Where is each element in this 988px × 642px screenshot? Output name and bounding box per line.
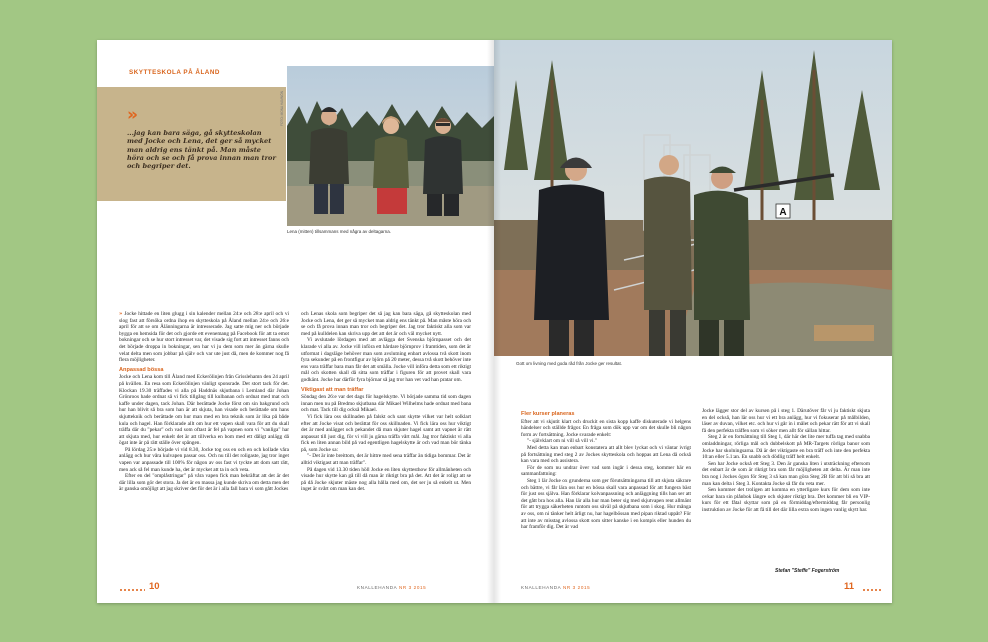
text: "- självklart om ni vill så vill vi."	[527, 438, 597, 445]
text: Steg 2 är en fortsättning till Steg 1, där här det lite mer tuffa tag med snabba omladdningar, rörliga mål och dubbelskott på MR-Targets rörliga banor som Jocke har skolningsarna. Då är det viktigaste en bra träff och inte den perfekta 10:an eller 5.1:an. En snabb och dödlig träff helt enkelt.	[702, 434, 870, 461]
right-page	[494, 40, 892, 603]
text: Steg 1 lär Jocke ox grunderna som ger förutsättningarna till att skjuta säkrare och bättre, vi får lära oss hur en bössa skall vara anpassad för att fungera bäst för just oss själva. Han förklarar kolvanpassning och anläggning tills han ser att det gått bra hos alla. Han lär alla hur man beter sig med skjutvapen rent allmänt för att trygga säkerheten runtom oss såväl på skjutbana som i skog. Hur många av oss, om ni tänker helt ärligt nu, har hagelbössan med pipan riktad uppåt? För att inte av misstag avlossa skott som sitter kanske i en kompis eller hunden du har framför dig. Det är vad	[521, 477, 691, 531]
text: På lördag 25:e började vi vid 8.30, Jocke tog oss en och en och kollade våra anlägg och hur våra kulvapen passar oss. Och nu till det roligaste, jag tror inget vapen var anpassade till 100% för någon av oss fast vi tyckte att dom satt rätt, men ack så fel man kunde ha, det är mycket att ta in och veta.	[119, 446, 289, 473]
body-paragraph	[119, 447, 289, 473]
footer-dots-left	[119, 589, 145, 591]
text: Fler kurser planeras	[521, 411, 575, 417]
body-paragraph	[702, 434, 870, 460]
magazine-spread	[97, 40, 892, 603]
subheading	[301, 387, 471, 394]
text: och Lenas skola som begriper det så jag kan bara säga, gå skytteskolan med Jocke och Lena, det ger så mycket man aldrig ens tänkt på. Man måste höra och se och få prova innan man tror och begriper det. Jag tror faktiskt alla som var med på kulldelen kan skriva upp det att det är och väl mycket nytt.	[301, 311, 471, 337]
body-paragraph	[521, 445, 691, 465]
magazine-name: KNALLEHANDA	[357, 585, 398, 590]
text: Sen kommer det troligen att komma en ytterligare kurs för dem som inte ovkar bara sin plånbok längre och skjuter riktigt bra. Det kommer bli en VIP-kurs för ett fåtal skyttar som på en förmiddag/eftermiddag får personlig instruktion av Jocke för att få till det där lilla extra som ingen vanlig skytt har.	[702, 487, 870, 513]
text: Viktigast att man träffar	[301, 386, 364, 393]
pull-quote-text: ...jag kan bara säga, gå skytteskolan med Jocke och Lena, det ger så mycket man aldrig ens tänkt på. Man måste höra och se och få prova innan man tror och begriper det.	[127, 129, 276, 171]
section-label: SKYTTESKOLA PÅ ÅLAND	[129, 69, 220, 76]
text: Vi fick lära oss skillnaden på falskt och sant skytte vilket var helt solklart efter att Jocke visat och berättat för oss skillnaden. Vi fick lära oss hur viktigt det är med anlägget och pekandet då man skjuter hagel samt att vapnet är rätt anpassat till just dig, för vi vill ju gärna träffa vårt mål. Jag tror faktiskt vi alla fick en liten annan bild på vad egentligen hagelskytte är och vad man bör tänka på, som Jocke sa:	[301, 413, 471, 453]
photo2-caption: Gott om livning med goda råd från Jocke ger resultat.	[516, 361, 623, 366]
photo-credit: FOTO: MONA HAMNÖN	[280, 90, 284, 126]
issue-number: NR 3 2015	[398, 585, 427, 590]
body-paragraph	[301, 394, 471, 414]
magazine-footer-left	[357, 585, 426, 590]
right-column-2	[702, 408, 870, 514]
text: Jocke lägger stor del av kursen på i steg 1. Därutöver får vi ju faktiskt skjuta en del också, han lär oss hur vi ett bra anlägg, hur vi fokuserar på målbilden, läser av duvan, vilket etc. och hur vi går in i målet och pekar rätt för att vi skall få den perfekta träffen som vi söker men allt för sällan hittar.	[702, 408, 870, 434]
right-column-1	[521, 408, 691, 531]
body-paragraph	[702, 408, 870, 434]
page-number-right: 11	[844, 581, 855, 592]
body-paragraph	[301, 453, 471, 466]
text: Söndag den 26:e var det dags för hagelskytte. Vi började samma tid som dagen innan men nu på Bredmo skjutbana där Mikael Wilhelms hade ordnat med bana och mat. Tack till dig också Mikael.	[301, 394, 471, 414]
text: Vi avslutade lördagen med att avlägga det Svenska björnpasset och det klarade vi alla av. Jocke vill införa ett hårdare björnprov i framtiden, som det är utformat i dagsläge behöver man som avslutning enbart avlossa två skott inom fyra sekunder på en frontfigur av björn på 20 meter, dessa två skott behöver inte ens vara träffar bara man får det att smälla. Jocke vill införa detta som ett riktigt mål och skotten skall då sitta som träffar i figuren för att provet skall vara godkänt. Jocke har därför fyra björnar så jag tror han vet vad han pratar om.	[301, 337, 471, 383]
body-paragraph	[521, 438, 691, 445]
text: Efter att vi skjutit klart och druckit en sista kopp kaffe diskuterade vi helgens händelser och ställde frågor. En fråga som dök upp var om det skulle bli någon form av fortsättning. Jocke svarade enkelt:	[521, 418, 691, 438]
footer-dots-right	[862, 589, 882, 591]
group-photo	[287, 66, 494, 226]
body-paragraph	[119, 374, 289, 447]
body-paragraph	[119, 473, 289, 493]
body-paragraph	[301, 467, 471, 493]
byline: Stefan "Steffe" Fogerström	[775, 568, 840, 574]
text: Jocke hittade en liten glugg i sin kalender mellan 24:e och 28:e april och vi slog fast att försöka ordna ihop en skytteskola på Åland mellan 24:e och 26:e april för att se om Ålänningarna är intresserade. Jag satte mig ner och började bygga en hemsida för det och gjorde ett evenemang på Facebook för att ta emot bokningar och se hur stort intresset var, det visade sig fort att intresset fanns och det började droppa in bokningar, sen har vi ju dem som mer än gärna skulle velat delta men som jobbar på själv och var ute just då, men de kommer nog få flera möjligheter.	[119, 311, 289, 364]
body-paragraph	[301, 414, 471, 454]
station-sign-a: A	[779, 207, 787, 218]
shooting-photo-image	[494, 40, 892, 356]
left-column-2	[301, 311, 471, 493]
body-paragraph	[521, 465, 691, 478]
magazine-footer-right	[521, 585, 590, 590]
body-paragraph	[301, 337, 471, 383]
text: Anpassad bössa	[119, 366, 164, 373]
photo1-caption: Lena (mitten) tillsammans med några av deltagarna.	[287, 229, 392, 234]
body-paragraph	[702, 487, 870, 513]
body-paragraph	[521, 419, 691, 439]
magazine-name: KNALLEHANDA	[521, 585, 562, 590]
issue-number: NR 3 2015	[562, 585, 591, 590]
text: "- Det är inte breittom, det är hittre med sena träffar än tidiga bommar. Det är alltid viktigast att man träffar".	[301, 453, 471, 467]
text: På dagen vid 13.30 tiden höll Jocke en liten skyttesthow för allmänheten och visade hur skytte kan gå till då man är riktigt bra på det. Att det är roligt att se på då Jocke skjuter mäste nog alla hålla med om, det ser ju så enkelt ut. Men inget är svårt om man kan det.	[301, 466, 471, 493]
chevron-quote-icon: »	[127, 105, 135, 125]
left-page	[97, 40, 494, 603]
lead-chevron-icon: »	[119, 311, 123, 317]
shooting-photo	[494, 40, 892, 356]
text: Jocke och Lena kom till Åland med Eckerölinjen från Grisslehamn den 24 april på kvällen. En resa som Eckerölinjen vänligt sponsrade. Det stort tack för det. Klockan 19.30 träffades vi alla på Haddnäs skjutbana i Lemland där Johan Grönroos hade ordnat så vi fick tillgång till kulbanan och ordnat med mat och kaffe under dagen, tack Johan. Där berättade Jocke först om sin bakgrund och hur han blivit så bra som han är att skjuta, han visade och berättade om hans skjutteknik och berättade om hur man med en bra teknik som är lika på både kula och hagel. Han förklarade allt om hur ett vapen skall vara för att du skall träffa där du "pekar" och vad som oftast är fel på vapnen som vi "vanliga" har att skjuta med, hur enkelt det är att tillverka en bom med ett dåligt anlägg då ögat inte är på rätt ställe över spången.	[119, 374, 289, 447]
text: Efter en del "omplåstringar" på våra vapen fick man bekräftat att det är det där lilla som gör det stora. Ja det är en massa jag kunde skriva om detta men det är ganska omöjligt att jag skriver det för det är i alla fall bara vi som gått Jockes	[119, 473, 289, 493]
text: Sen har Jocke också ett Steg 3. Den är ganska liten i utsträckning eftersom det enbart är de som är riktigt bra som får möjligheten att delta. Är man inte bra nog i Jockes ögon för Steg 3 så kan man göra Steg 2B för att bli så bra att man kan delta i Steg 3. Kontakta Jocke så får du veta mer.	[702, 460, 870, 487]
left-column-1	[119, 311, 289, 493]
text: För de som nu undrar över vad som ingår i dessa steg, kommer här en sammanfattning:	[521, 464, 691, 478]
body-paragraph	[301, 311, 471, 337]
subheading	[119, 367, 289, 374]
text: Med detta kan man enbart konstatera att allt blev lyckat och vi väntar ivrigt på fortsättning med steg 2 av Jockes skytteskola och hoppas att Lena då också kan vara med och assistera.	[521, 444, 691, 465]
body-paragraph	[119, 311, 289, 364]
group-photo-image	[287, 66, 494, 226]
body-paragraph	[521, 478, 691, 531]
pull-quote-box	[97, 87, 286, 201]
subheading	[521, 411, 691, 418]
page-number-left: 10	[149, 581, 160, 592]
body-paragraph	[702, 461, 870, 487]
